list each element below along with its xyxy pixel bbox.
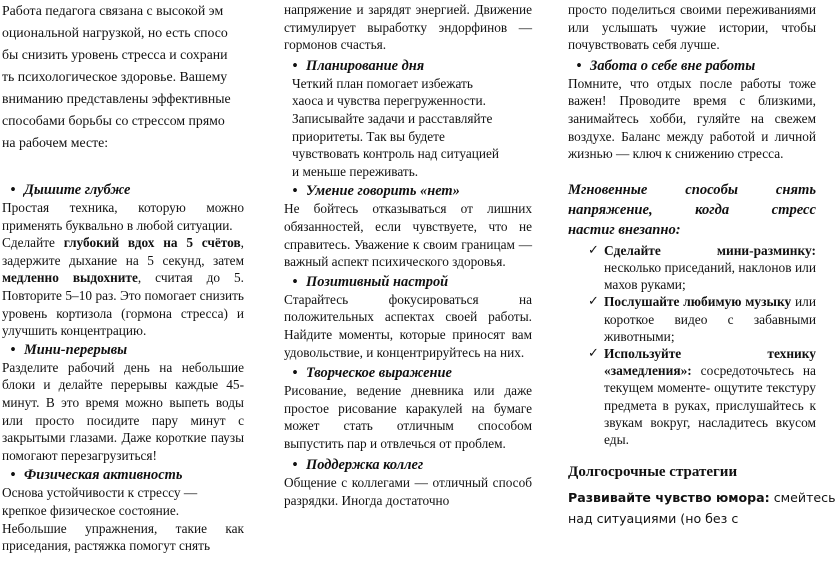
section-heading-colleagues bbox=[284, 456, 532, 474]
heading-text: Дышите глубже bbox=[24, 182, 131, 198]
heading-line: Мгновенные способы снять bbox=[568, 181, 816, 198]
intro-line: Работа педагога связана с высокой эм bbox=[2, 3, 224, 18]
text-run: , задержите дыхание на 5 секунд, затем bbox=[2, 235, 244, 268]
section-heading-activity bbox=[2, 466, 244, 484]
section-heading-creative bbox=[284, 364, 532, 382]
tip-text: или короткое видео с забавными животными; bbox=[604, 294, 816, 344]
bullet-dot-icon: • bbox=[292, 457, 298, 474]
bullet-dot-icon: • bbox=[10, 341, 16, 358]
long-term-heading: Долгосрочные стратегии bbox=[568, 464, 738, 481]
bold-run: медленно выдохните bbox=[2, 270, 138, 286]
intro-line: ть психологическое здоровье. Вашему bbox=[2, 69, 228, 84]
section-heading-positive bbox=[284, 273, 532, 291]
heading-text: Позитивный настрой bbox=[306, 273, 449, 290]
breathe-text: Простая техника, которую можно применять буквально в любой ситуации. bbox=[2, 200, 244, 233]
humor-line: над ситуациями (но без с bbox=[568, 511, 739, 527]
bullet-dot-icon: • bbox=[292, 273, 298, 290]
continued-text: напряжение и зарядят энергией. Движение стимулирует выработку эндорфинов — гормонов счастья. bbox=[284, 2, 532, 53]
planning-text bbox=[284, 75, 532, 181]
planning-line: Записывайте задачи и расставляйте bbox=[292, 110, 493, 126]
section-heading-say-no bbox=[284, 182, 532, 200]
activity-line: крепкое физическое состояние. bbox=[2, 502, 180, 518]
checkmark-icon: ✓ bbox=[588, 345, 599, 361]
column-1 bbox=[2, 0, 244, 555]
humor-text: смейтесь bbox=[769, 490, 836, 506]
planning-line: Четкий план помогает избежать bbox=[292, 75, 473, 91]
bullet-dot-icon: • bbox=[10, 182, 16, 198]
creative-text: Рисование, ведение дневника или даже простое рисование каракулей на бумаге может стать отличным способом выпустить пар и отвлечься от проблем. bbox=[284, 383, 532, 451]
section-heading-breathe bbox=[2, 181, 244, 199]
humor-line bbox=[568, 487, 836, 508]
activity-line: Основа устойчивости к стрессу — bbox=[2, 485, 198, 501]
intro-line: оциональной нагрузкой, но есть спосо bbox=[2, 25, 228, 40]
planning-line: хаоса и чувства перегруженности. bbox=[292, 93, 486, 109]
tip-bold: Сделайте мини-разминку: bbox=[604, 242, 816, 258]
bullet-dot-icon: • bbox=[292, 183, 298, 200]
instant-methods-heading bbox=[568, 180, 816, 240]
tip-list-item bbox=[568, 242, 816, 294]
intro-line: бы снизить уровень стресса и сохрани bbox=[2, 47, 228, 62]
breathe-instructions bbox=[2, 234, 244, 340]
positive-text: Старайтесь фокусироваться на положительных аспектах своей работы. Найдите моменты, которые приносят вам удовольствие, и концентрируйтесь на них. bbox=[284, 291, 532, 360]
colleagues-text: Общение с коллегами — отличный способ разрядки. Иногда достаточно bbox=[284, 475, 532, 509]
heading-text: Мини-перерывы bbox=[24, 341, 128, 358]
bullet-dot-icon: • bbox=[10, 467, 16, 484]
heading-text: Поддержка коллег bbox=[306, 457, 424, 474]
intro-line: на рабочем месте: bbox=[2, 135, 109, 150]
bullet-dot-icon: • bbox=[292, 365, 298, 382]
heading-text: Умение говорить «нет» bbox=[306, 183, 460, 200]
say-no-text: Не бойтесь отказываться от лишних обязанностей, если чувствуете, что не справитесь. Уважение к своим границам — важный аспект психического здоровья. bbox=[284, 201, 532, 270]
heading-text: Планирование дня bbox=[306, 57, 425, 74]
text-run: , считая до 5. Повторите 5–10 раз. Это помогает снизить уровень кортизола (гормона стресса) и улучшить концентрацию. bbox=[2, 270, 244, 339]
tip-text: несколько приседаний, наклонов или махов руками; bbox=[604, 259, 816, 293]
intro-paragraph bbox=[2, 0, 244, 154]
heading-text: Творческое выражение bbox=[306, 365, 452, 382]
heading-line: напряжение, когда стресс bbox=[568, 201, 816, 218]
tip-bold: Используйте технику «замедления»: bbox=[604, 345, 816, 379]
intro-line: способами борьбы со стрессом прямо bbox=[2, 113, 225, 128]
checkmark-icon: ✓ bbox=[588, 294, 599, 310]
bullet-dot-icon: • bbox=[292, 57, 298, 74]
section-heading-planning bbox=[284, 57, 532, 75]
checkmark-icon: ✓ bbox=[588, 242, 599, 258]
tip-list-item bbox=[568, 345, 816, 448]
text-run: Сделайте bbox=[2, 235, 64, 251]
bullet-dot-icon: • bbox=[576, 57, 582, 74]
self-care-text: Помните, что отдых после работы тоже важен! Проводите время с близкими, занимайтесь хобби, гуляйте на свежем воздухе. Баланс между работой и личной жизнью — ключ к снижению стресса. bbox=[568, 75, 816, 162]
heading-text: Физическая активность bbox=[24, 467, 183, 484]
tip-text: сосредоточьтесь на текущем моменте- ощутите текстуру предмета в руках, прислушайтесь к звукам вокруг, насладитесь вкусом еды. bbox=[604, 363, 816, 447]
bold-run: глубокий вдох на 5 счётов bbox=[63, 235, 241, 251]
section-heading-self-care bbox=[568, 57, 816, 75]
breaks-text: Разделите рабочий день на небольшие блоки и делайте перерывы каждые 45-минут. В это время можно выпеть воды или просто посидите пару минут с закрытыми глазами. Даже короткие паузы помогают перезагрузиться! bbox=[2, 359, 244, 463]
heading-text: Забота о себе вне работы bbox=[590, 57, 756, 74]
activity-text: Небольшие упражнения, такие как приседания, растяжка помогут снять bbox=[2, 520, 244, 554]
tip-list-item bbox=[568, 293, 816, 345]
planning-line: чувствовать контроль над ситуацией bbox=[292, 146, 499, 162]
section-heading-breaks bbox=[2, 341, 244, 359]
humor-bold: Развивайте чувство юмора: bbox=[568, 490, 770, 506]
planning-line: приоритеты. Так вы будете bbox=[292, 128, 445, 144]
intro-line: вниманию представлены эффективные bbox=[2, 91, 231, 106]
continued-text: просто поделиться своими переживаниями или услышать чужие истории, чтобы почувствовать себя лучше. bbox=[568, 2, 816, 53]
heading-line: настиг внезапно: bbox=[568, 221, 681, 238]
planning-line: и меньше переживать. bbox=[292, 163, 419, 179]
column-3 bbox=[568, 0, 836, 529]
tip-bold: Послушайте любимую музыку bbox=[604, 294, 792, 310]
column-2 bbox=[284, 0, 532, 510]
